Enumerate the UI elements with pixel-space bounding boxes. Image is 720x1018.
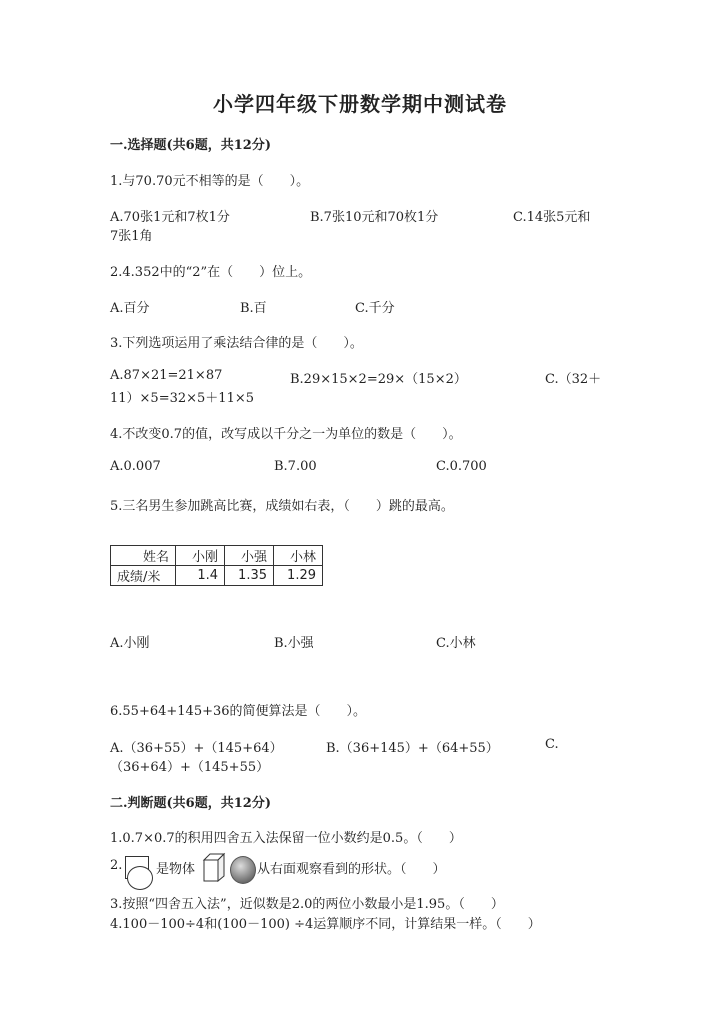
option-c: C.（32＋	[545, 372, 602, 387]
table-cell: 1.35	[225, 566, 274, 586]
option-a: A.小刚	[110, 636, 150, 651]
option-c: C.14张5元和	[513, 210, 591, 225]
score-table	[110, 545, 323, 586]
option-c: C.小林	[436, 636, 476, 651]
option-b: B.（36+145）+（64+55）	[326, 741, 499, 756]
option-a: A.百分	[110, 301, 150, 316]
judge-question: 3.按照“四舍五入法”，近似数是2.0的两位小数最小是1.95。（ ）	[110, 897, 504, 912]
judge-question-number: 2.	[110, 858, 123, 873]
question-stem: 5.三名男生参加跳高比赛，成绩如右表，（ ）跳的最高。	[110, 499, 454, 514]
option-c-continued: 7张1角	[110, 229, 153, 244]
option-b: B.百	[240, 301, 267, 316]
option-a: A.0.007	[110, 459, 161, 474]
judge-question-text: 从右面观察看到的形状。（ ）	[257, 862, 446, 877]
sphere-icon	[230, 856, 256, 884]
table-row	[111, 566, 323, 586]
option-a: A.（36+55）+（145+64）	[110, 741, 283, 756]
judge-question-text: 是物体	[156, 862, 196, 877]
question-stem: 3.下列选项运用了乘法结合律的是（ ）。	[110, 336, 363, 351]
option-b: B.29×15×2=29×（15×2）	[290, 372, 467, 387]
section-heading-choice: 一.选择题(共6题，共12分)	[110, 138, 271, 153]
page-title: 小学四年级下册数学期中测试卷	[213, 92, 507, 116]
option-c: C.0.700	[436, 459, 487, 474]
option-b: B.7张10元和70枚1分	[310, 210, 439, 225]
question-stem: 2.4.352中的“2”在（ ）位上。	[110, 265, 312, 280]
option-c: C.	[545, 737, 559, 752]
option-c-continued: （36+64）+（145+55）	[110, 760, 270, 775]
question-stem: 4.不改变0.7的值，改写成以千分之一为单位的数是（ ）。	[110, 427, 462, 442]
option-a: A.70张1元和7枚1分	[110, 210, 230, 225]
table-header-cell: 小刚	[176, 546, 225, 566]
option-b: B.小强	[274, 636, 314, 651]
judge-question: 4.100－100÷4和(100－100) ÷4运算顺序不同，计算结果一样。（ ）	[110, 917, 541, 932]
table-cell: 1.29	[274, 566, 323, 586]
judge-question: 1.0.7×0.7的积用四舍五入法保留一位小数约是0.5。（ ）	[110, 831, 462, 846]
option-c: C.千分	[355, 301, 395, 316]
cuboid-icon	[202, 852, 226, 882]
option-c-continued: 11）×5=32×5＋11×5	[110, 391, 255, 406]
table-header-cell: 小林	[274, 546, 323, 566]
question-stem: 1.与70.70元不相等的是（ ）。	[110, 174, 310, 189]
circle-view-icon	[127, 866, 153, 890]
option-b: B.7.00	[274, 459, 317, 474]
table-header-cell: 小强	[225, 546, 274, 566]
table-header-cell: 姓名	[111, 546, 176, 566]
table-row	[111, 546, 323, 566]
option-a: A.87×21=21×87	[110, 368, 223, 383]
table-cell: 成绩/米	[111, 566, 176, 586]
section-heading-judge: 二.判断题(共6题，共12分)	[110, 796, 271, 811]
question-stem: 6.55+64+145+36的简便算法是（ ）。	[110, 704, 367, 719]
table-cell: 1.4	[176, 566, 225, 586]
